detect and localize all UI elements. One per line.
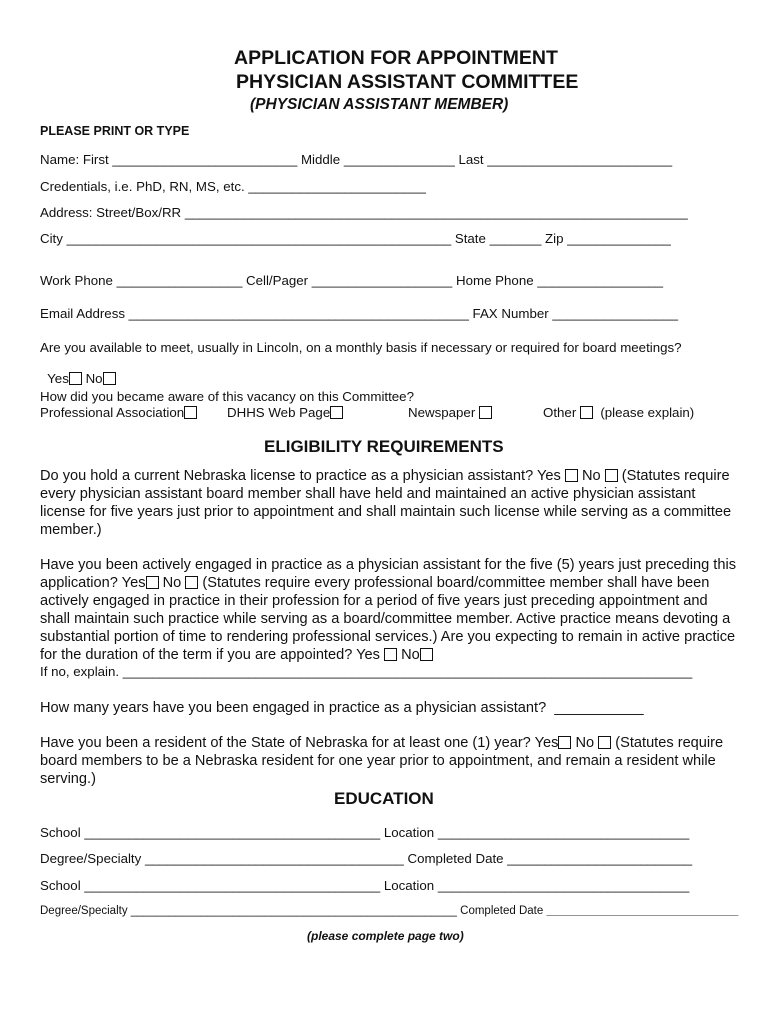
city-state-zip-field[interactable]: City ____________________________________________________ State _______ Zip ______________ — [40, 231, 671, 246]
newspaper-checkbox[interactable] — [479, 406, 492, 419]
other-note: (please explain) — [600, 405, 695, 420]
awareness-option-newspaper — [408, 405, 492, 420]
awareness-question: How did you became aware of this vacancy on this Committee? — [40, 389, 414, 404]
q1-statute-note: (Statutes require every physician assistant board member shall have held and maintained an active physician assistant license for five years just prior to appointment and shall maintain such license while serving as a committee member.) — [40, 468, 732, 538]
availability-no-checkbox[interactable] — [103, 372, 116, 385]
q2-active-yes-checkbox[interactable] — [384, 648, 397, 661]
q4-yes-checkbox[interactable] — [558, 736, 571, 749]
q1-no-checkbox[interactable] — [605, 469, 618, 482]
degree-2-label: Degree/Specialty ___________________________________________________ Completed Date — [40, 905, 547, 917]
newspaper-label: Newspaper — [408, 405, 476, 420]
q1-yes-checkbox[interactable] — [565, 469, 578, 482]
title-line-3: (PHYSICIAN ASSISTANT MEMBER) — [250, 96, 509, 113]
professional-association-checkbox[interactable] — [184, 406, 197, 419]
eligibility-heading: ELIGIBILITY REQUIREMENTS — [264, 437, 504, 456]
q2-question: Have you been actively engaged in practice as a physician assistant for the five (5) years just preceding this application? Yes — [40, 557, 737, 591]
q4-no-label: No — [575, 735, 595, 751]
professional-association-label: Professional Association — [40, 405, 185, 420]
q2-no-label: No — [162, 575, 182, 591]
availability-question: Are you available to meet, usually in Lincoln, on a monthly basis if necessary or required for board meetings? — [40, 340, 682, 355]
eligibility-q3[interactable]: How many years have you been engaged in practice as a physician assistant? ___________ — [40, 700, 644, 716]
availability-yes-label: Yes — [47, 371, 69, 386]
email-fax-fields[interactable]: Email Address ______________________________________________ FAX Number _________________ — [40, 306, 679, 321]
phone-fields[interactable]: Work Phone _________________ Cell/Pager ___________________ Home Phone _________________ — [40, 273, 664, 288]
other-checkbox[interactable] — [580, 406, 593, 419]
education-school-2[interactable]: School ________________________________________ Location __________________________________ — [40, 878, 690, 893]
education-degree-1[interactable]: Degree/Specialty ___________________________________ Completed Date _________________________ — [40, 851, 693, 866]
dhhs-web-page-label: DHHS Web Page — [227, 405, 331, 420]
availability-options — [40, 356, 116, 386]
address-field[interactable]: Address: Street/Box/RR ____________________________________________________________________ — [40, 205, 688, 220]
eligibility-q4 — [40, 734, 740, 788]
q4-no-checkbox[interactable] — [598, 736, 611, 749]
q4-question: Have you been a resident of the State of Nebraska for at least one (1) year? Yes — [40, 735, 559, 751]
education-degree-2[interactable] — [40, 905, 738, 917]
name-field[interactable]: Name: First _________________________ Middle _______________ Last _________________________ — [40, 152, 673, 167]
footer-note: (please complete page two) — [307, 929, 464, 943]
credentials-field[interactable]: Credentials, i.e. PhD, RN, MS, etc. ________________________ — [40, 179, 426, 194]
awareness-option-other — [543, 405, 694, 420]
q2-no-checkbox[interactable] — [185, 576, 198, 589]
title-line-1: APPLICATION FOR APPOINTMENT — [234, 47, 558, 69]
q1-question: Do you hold a current Nebraska license to practice as a physician assistant? Yes — [40, 468, 561, 484]
q2-active-no-checkbox[interactable] — [420, 648, 433, 661]
other-label: Other — [543, 405, 577, 420]
awareness-option-professional — [40, 405, 197, 420]
q1-no-label: No — [581, 468, 601, 484]
eligibility-q2 — [40, 556, 740, 664]
title-line-2: PHYSICIAN ASSISTANT COMMITTEE — [236, 71, 579, 93]
dhhs-web-page-checkbox[interactable] — [330, 406, 343, 419]
education-heading: EDUCATION — [334, 789, 434, 808]
eligibility-q1 — [40, 467, 740, 539]
availability-no-label: No — [85, 371, 103, 386]
awareness-option-dhhs — [227, 405, 343, 420]
q2-explain-field[interactable]: If no, explain. _____________________________________________________________________________ — [40, 664, 693, 679]
availability-yes-checkbox[interactable] — [69, 372, 82, 385]
degree-2-completed-line: ______________________________ — [546, 905, 739, 917]
education-school-1[interactable]: School ________________________________________ Location __________________________________ — [40, 825, 690, 840]
print-instructions: PLEASE PRINT OR TYPE — [40, 124, 190, 138]
q2-statute-note: (Statutes require every professional board/committee member shall have been actively engaged in practice in their profession for a period of five years just preceding appointment and shall maintain such practice while serving as a board/committee member. Active practice means devoting a substantial portion of time to rendering professional services.) Are you expecting to remain in active practice for the duration of the term if you are appointed? Yes — [40, 575, 736, 663]
q4-statute-note: (Statutes require board members to be a Nebraska resident for one year prior to appointment, and remain a resident while serving.) — [40, 735, 724, 787]
q2-active-no-label: No — [401, 647, 420, 663]
q2-yes-checkbox[interactable] — [146, 576, 159, 589]
